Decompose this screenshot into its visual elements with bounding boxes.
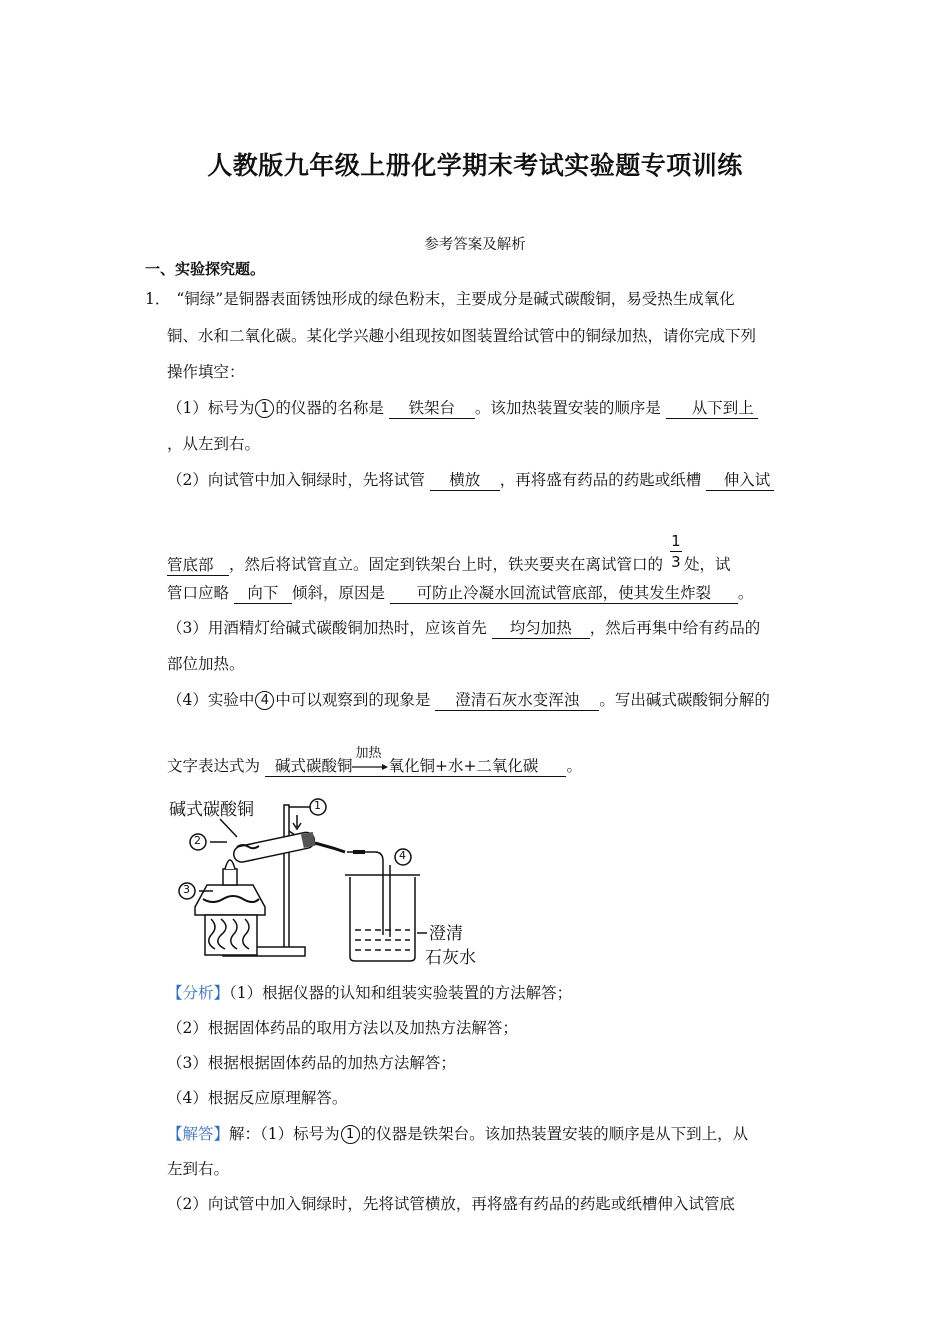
page-title: 人教版九年级上册化学期末考试实验题专项训练 bbox=[207, 151, 743, 180]
answer-blank-p2-2b: 管底部 bbox=[167, 556, 229, 576]
analysis-line-1: 【分析】（1）根据仪器的认知和组装实验装置的方法解答； bbox=[167, 984, 573, 1002]
part-4-line-1: （4）实验中 4 中可以观察到的现象是 澄清石灰水变浑浊 。写出碱式碳酸铜分解的 bbox=[167, 691, 770, 709]
circled-number-1-solution: 1 bbox=[341, 1125, 360, 1144]
circled-number-4: 4 bbox=[255, 691, 274, 710]
diagram-number-4: 4 bbox=[399, 849, 406, 862]
part-2-line-3: 管口应略 向下 倾斜，原因是 可防止冷凝水回流试管底部，使其发生炸裂 。 bbox=[167, 584, 754, 602]
fraction-one-third: $\frac{1}{3}$ bbox=[671, 532, 681, 571]
diagram-number-1: 1 bbox=[314, 799, 321, 812]
solution-line-2: 左到右。 bbox=[167, 1160, 230, 1178]
question-1-stem-line-1: 1． “铜绿”是铜器表面锈蚀形成的绿色粉末，主要成分是碱式碳酸铜，易受热生成氧化 bbox=[145, 290, 735, 308]
page-subtitle: 参考答案及解析 bbox=[424, 237, 526, 253]
diagram-number-2: 2 bbox=[194, 834, 201, 847]
reaction-condition: 加热 bbox=[355, 746, 382, 761]
part-1-line-1: （1）标号为 1 的仪器的名称是 铁架台 。该加热装置安装的顺序是 从下到上 bbox=[167, 397, 758, 419]
analysis-line-2: （2）根据固体药品的取用方法以及加热方法解答； bbox=[167, 1019, 518, 1037]
part-2-line-1: （2）向试管中加入铜绿时，先将试管 横放 ，再将盛有药品的药匙或纸槽 伸入试 bbox=[167, 469, 774, 491]
apparatus-diagram bbox=[165, 795, 495, 970]
answer-blank-p2-1: 横放 bbox=[430, 471, 500, 491]
analysis-line-3: （3）根据根据固体药品的加热方法解答； bbox=[167, 1054, 456, 1072]
diagram-number-3: 3 bbox=[183, 883, 190, 896]
question-number: 1． bbox=[145, 290, 171, 308]
circled-number-1: 1 bbox=[255, 399, 274, 418]
answer-blank-p4-equation bbox=[265, 746, 567, 777]
section-heading: 一、实验探究题。 bbox=[145, 260, 266, 278]
part-3-line-1: （3）用酒精灯给碱式碳酸铜加热时，应该首先 均匀加热 ，然后再集中给有药品的 bbox=[167, 619, 761, 637]
answer-blank-p2-2a: 伸入试 bbox=[706, 471, 774, 491]
diagram-label-limewater: 石灰水 bbox=[425, 948, 476, 968]
solution-tag: 【解答】 bbox=[167, 1125, 230, 1143]
reaction-arrow bbox=[352, 746, 388, 776]
part-1-line-2: ，从左到右。 bbox=[167, 435, 261, 453]
question-1-stem-line-2: 铜、水和二氧化碳。某化学兴趣小组现按如图装置给试管中的铜绿加热，请你完成下列 bbox=[167, 327, 757, 345]
answer-blank-p1-2: 从下到上 bbox=[666, 399, 758, 419]
part-4-line-2: 文字表达式为 碱式碳酸铜 加热 氧化铜+水+二氧化碳 。 bbox=[167, 746, 582, 775]
analysis-tag: 【分析】 bbox=[167, 984, 230, 1002]
products-text: 氧化铜+水+二氧化碳 bbox=[388, 757, 539, 775]
answer-blank-p1-1: 铁架台 bbox=[389, 399, 475, 419]
analysis-line-4: （4）根据反应原理解答。 bbox=[167, 1089, 348, 1107]
solution-line-3: （2）向试管中加入铜绿时，先将试管横放，再将盛有药品的药匙或纸槽伸入试管底 bbox=[167, 1195, 735, 1213]
answer-blank-p3-1: 均匀加热 bbox=[492, 619, 590, 639]
reactant-text: 碱式碳酸铜 bbox=[274, 757, 353, 775]
answer-blank-p2-4: 可防止冷凝水回流试管底部，使其发生炸裂 bbox=[390, 584, 738, 604]
question-1-stem-line-3: 操作填空： bbox=[167, 363, 245, 381]
answer-blank-p2-3: 向下 bbox=[234, 584, 292, 604]
diagram-label-substance: 碱式碳酸铜 bbox=[169, 800, 254, 820]
part-3-line-2: 部位加热。 bbox=[167, 655, 245, 673]
diagram-label-clear: 澄清 bbox=[429, 924, 463, 944]
solution-line-1: 【解答】解：（1）标号为 1 的仪器是铁架台。该加热装置安装的顺序是从下到上，从 bbox=[167, 1125, 749, 1143]
part-2-line-2: 管底部 ，然后将试管直立。固定到铁架台上时，铁夹要夹在离试管口的 $\frac{1}{3}$ 处，试 bbox=[167, 532, 731, 574]
answer-blank-p4-1: 澄清石灰水变浑浊 bbox=[435, 691, 599, 711]
